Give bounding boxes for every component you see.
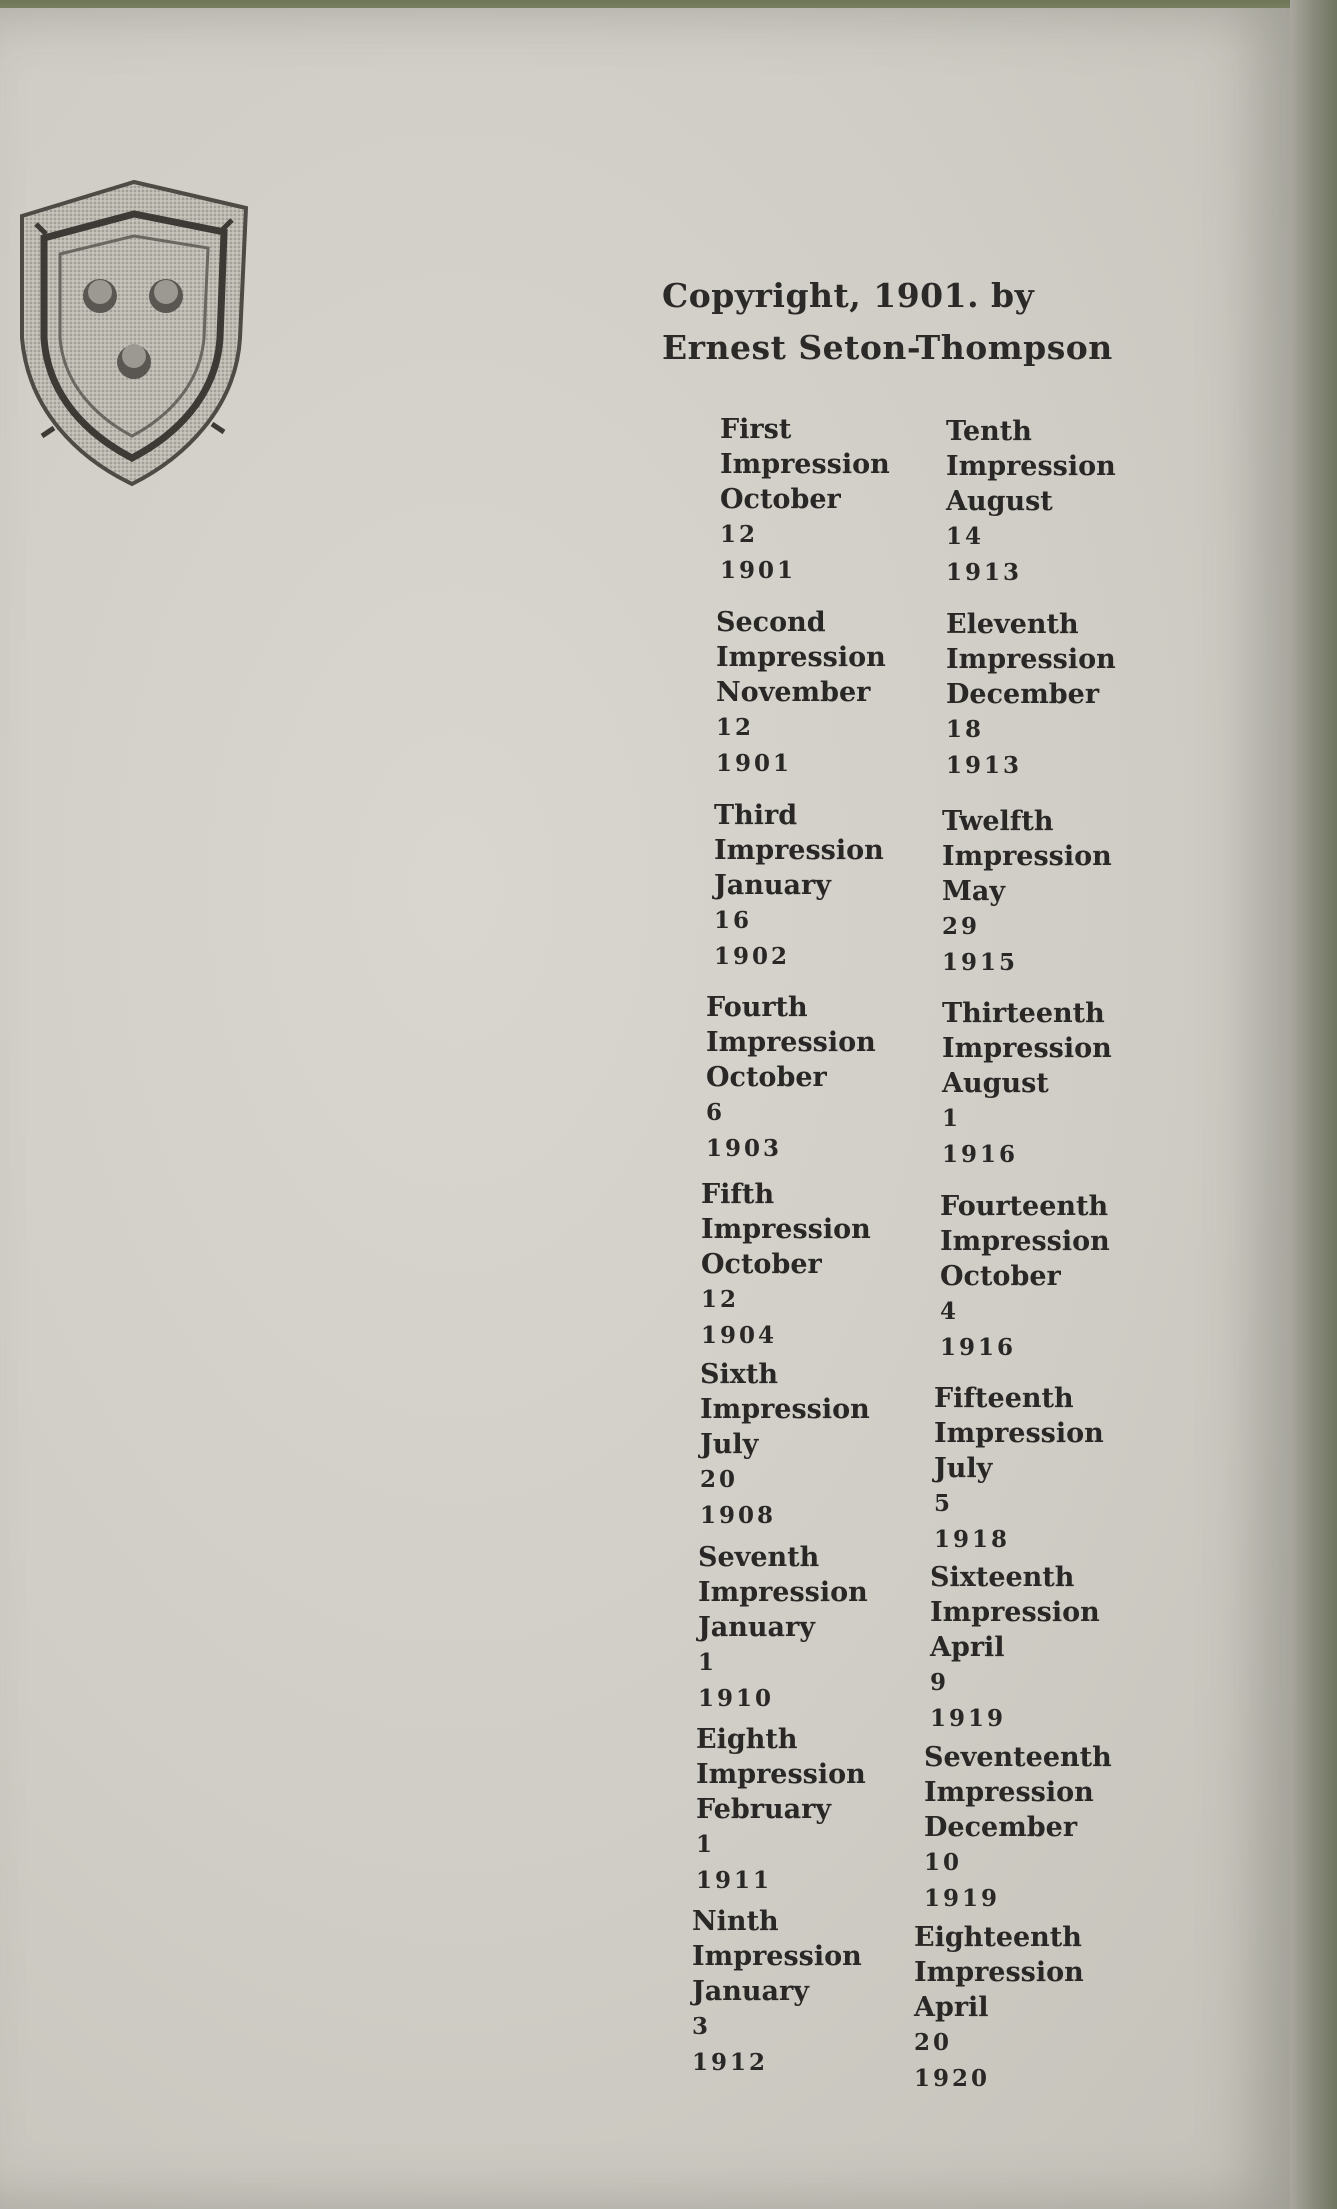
impression-label: Impression (924, 1777, 1094, 1808)
impression-ordinal: Eighteenth (914, 1922, 1082, 1953)
impression-month: October (701, 1249, 822, 1280)
impression-entry (946, 414, 1116, 591)
impression-month: May (942, 876, 1006, 907)
impression-label: Impression (720, 449, 890, 480)
impression-ordinal: First (720, 414, 792, 445)
impression-year: 1918 (934, 1526, 1011, 1553)
impression-entry (716, 605, 886, 782)
impression-year: 1901 (720, 557, 797, 584)
impression-label: Impression (698, 1577, 868, 1608)
impression-year: 1902 (714, 943, 791, 970)
impression-year: 1919 (930, 1705, 1007, 1732)
impression-day: 3 (692, 2013, 712, 2040)
impression-day: 10 (924, 1849, 963, 1876)
impression-year: 1910 (698, 1685, 775, 1712)
heraldic-shield-three-roundels-icon (14, 178, 254, 488)
impression-label: Impression (946, 451, 1116, 482)
impression-ordinal: Thirteenth (942, 998, 1105, 1029)
impression-year: 1911 (696, 1867, 773, 1894)
impression-ordinal: Tenth (946, 416, 1032, 447)
impression-day: 14 (946, 523, 985, 550)
impression-label: Impression (934, 1418, 1104, 1449)
impression-month: December (946, 679, 1100, 710)
impression-day: 1 (696, 1831, 716, 1858)
impression-ordinal: Fourteenth (940, 1191, 1109, 1222)
impression-entry (696, 1722, 866, 1899)
impression-entry (706, 990, 876, 1167)
impression-label: Impression (700, 1394, 870, 1425)
impression-entry (940, 1189, 1110, 1366)
impression-entry (692, 1904, 862, 2081)
impression-ordinal: Sixteenth (930, 1562, 1075, 1593)
impression-label: Impression (930, 1597, 1100, 1628)
impression-month: December (924, 1812, 1078, 1843)
copyright-line: Copyright, 1901. by (662, 276, 1035, 315)
impression-year: 1916 (942, 1141, 1019, 1168)
impression-day: 4 (940, 1298, 960, 1325)
impression-label: Impression (946, 644, 1116, 675)
impression-entry (924, 1740, 1112, 1917)
impression-label: Impression (706, 1027, 876, 1058)
impression-year: 1912 (692, 2049, 769, 2076)
impression-year: 1901 (716, 750, 793, 777)
impression-entry (714, 798, 884, 975)
copyright-notice (662, 270, 1142, 374)
impression-day: 6 (706, 1099, 726, 1126)
impression-day: 1 (942, 1105, 962, 1132)
impression-year: 1915 (942, 949, 1019, 976)
impression-label: Impression (692, 1941, 862, 1972)
impression-ordinal: Sixth (700, 1359, 778, 1390)
impression-entry (914, 1920, 1084, 2097)
impression-year: 1908 (700, 1502, 777, 1529)
author-name: Ernest Seton-Thompson (662, 328, 1113, 367)
impression-entry (934, 1381, 1104, 1558)
impression-month: January (714, 870, 831, 901)
impression-day: 29 (942, 913, 981, 940)
impression-year: 1904 (701, 1322, 778, 1349)
impression-day: 12 (720, 521, 759, 548)
impression-day: 20 (914, 2029, 953, 2056)
impression-month: February (696, 1794, 832, 1825)
impression-ordinal: Third (714, 800, 798, 831)
impression-month: October (720, 484, 841, 515)
page-gutter-shadow (1290, 0, 1337, 2209)
impression-day: 18 (946, 716, 985, 743)
impression-ordinal: Second (716, 607, 826, 638)
impression-ordinal: Fourth (706, 992, 808, 1023)
impression-month: July (700, 1429, 759, 1460)
impression-label: Impression (940, 1226, 1110, 1257)
impression-entry (700, 1357, 870, 1534)
impression-year: 1913 (946, 752, 1023, 779)
impression-label: Impression (696, 1759, 866, 1790)
impression-ordinal: Twelfth (942, 806, 1054, 837)
impression-month: January (692, 1976, 809, 2007)
impression-month: April (930, 1632, 1005, 1663)
impression-ordinal: Ninth (692, 1906, 779, 1937)
impression-year: 1919 (924, 1885, 1001, 1912)
impression-day: 5 (934, 1490, 954, 1517)
impression-entry (946, 607, 1116, 784)
impression-ordinal: Seventh (698, 1542, 820, 1573)
impression-label: Impression (942, 841, 1112, 872)
impression-label: Impression (716, 642, 886, 673)
impression-month: August (946, 486, 1053, 517)
impression-ordinal: Fifth (701, 1179, 775, 1210)
impression-ordinal: Seventeenth (924, 1742, 1112, 1773)
impression-day: 1 (698, 1649, 718, 1676)
impression-ordinal: Fifteenth (934, 1383, 1074, 1414)
impression-year: 1913 (946, 559, 1023, 586)
impression-day: 12 (716, 714, 755, 741)
impression-day: 20 (700, 1466, 739, 1493)
impression-entry (942, 804, 1112, 981)
impression-entry (942, 996, 1112, 1173)
impression-day: 16 (714, 907, 753, 934)
impression-label: Impression (701, 1214, 871, 1245)
impression-month: August (942, 1068, 1049, 1099)
impression-year: 1903 (706, 1135, 783, 1162)
impression-month: July (934, 1453, 993, 1484)
impression-entry (720, 412, 890, 589)
impression-label: Impression (914, 1957, 1084, 1988)
impression-month: November (716, 677, 871, 708)
impression-label: Impression (714, 835, 884, 866)
impression-ordinal: Eighth (696, 1724, 798, 1755)
impression-entry (698, 1540, 868, 1717)
impression-ordinal: Eleventh (946, 609, 1079, 640)
impression-month: October (940, 1261, 1061, 1292)
impression-label: Impression (942, 1033, 1112, 1064)
impression-year: 1916 (940, 1334, 1017, 1361)
impression-day: 9 (930, 1669, 950, 1696)
impression-entry (701, 1177, 871, 1354)
impression-year: 1920 (914, 2065, 991, 2092)
impression-month: April (914, 1992, 989, 2023)
impression-day: 12 (701, 1286, 740, 1313)
impression-entry (930, 1560, 1100, 1737)
impression-month: January (698, 1612, 815, 1643)
impression-month: October (706, 1062, 827, 1093)
